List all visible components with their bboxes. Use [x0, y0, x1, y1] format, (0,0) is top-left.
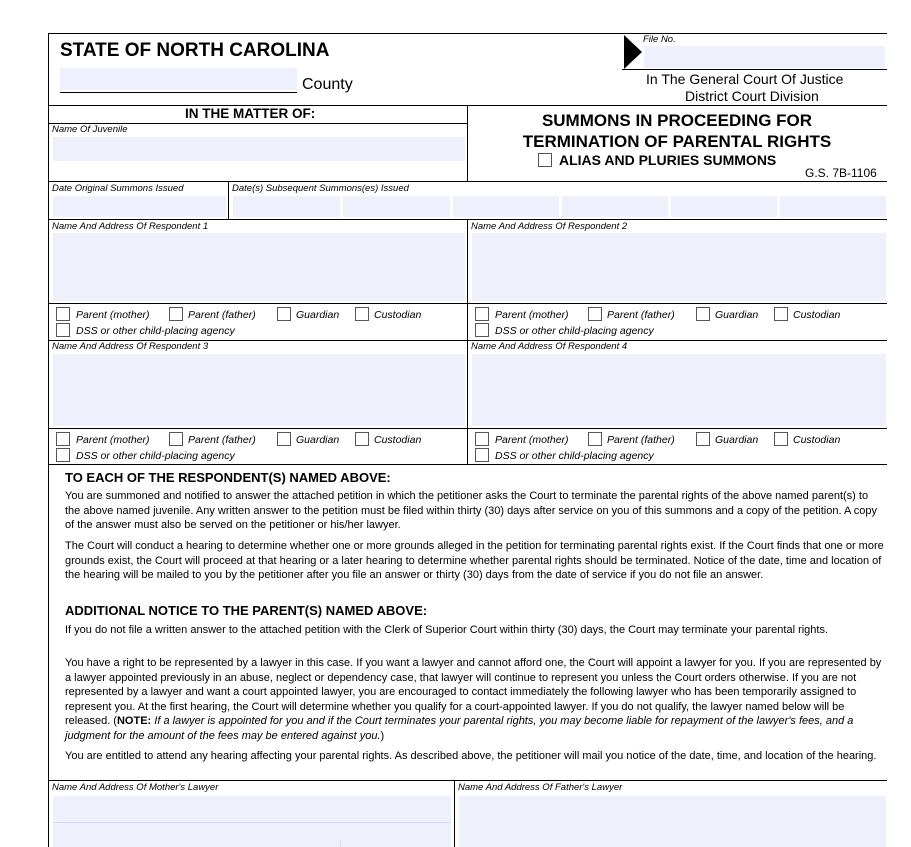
r1-custodian-label: Custodian — [374, 309, 422, 321]
r2-guardian-label: Guardian — [715, 309, 759, 321]
r4-dss-label: DSS or other child-placing agency — [495, 450, 654, 462]
form-title-line1: SUMMONS IN PROCEEDING FOR — [541, 111, 813, 130]
notice-heading: TO EACH OF THE RESPONDENT(S) NAMED ABOVE: — [65, 470, 391, 485]
county-input[interactable] — [60, 68, 297, 90]
r1-dss-checkbox[interactable] — [56, 323, 70, 337]
r2-custodian-checkbox[interactable] — [774, 307, 788, 321]
r2-father-checkbox[interactable] — [588, 307, 602, 321]
subsequent-date-input-6[interactable] — [780, 196, 886, 217]
respondents-bottom-divider — [48, 464, 887, 465]
r4-guardian-label: Guardian — [715, 434, 759, 446]
respondent1-input[interactable] — [53, 233, 465, 301]
top-border — [48, 33, 887, 34]
r2-mother-label: Parent (mother) — [495, 309, 569, 321]
additional-paragraph-2 — [65, 656, 885, 744]
file-no-input[interactable] — [644, 46, 885, 68]
r4-guardian-checkbox[interactable] — [696, 432, 710, 446]
form-title-line2: TERMINATION OF PARENTAL RIGHTS — [522, 132, 832, 151]
r2-guardian-checkbox[interactable] — [696, 307, 710, 321]
subsequent-date-input-1[interactable] — [233, 196, 340, 217]
father-lawyer-input[interactable] — [459, 796, 886, 847]
left-border — [48, 33, 49, 847]
respondent2-label: Name And Address Of Respondent 2 — [471, 221, 628, 232]
original-date-label: Date Original Summons Issued — [52, 183, 184, 194]
father-lawyer-label: Name And Address Of Father's Lawyer — [458, 782, 623, 793]
respondent1-label: Name And Address Of Respondent 1 — [52, 221, 209, 232]
mother-lawyer-col-line — [340, 840, 341, 847]
r3-father-label: Parent (father) — [188, 434, 256, 446]
respondent4-input[interactable] — [472, 354, 886, 426]
r3-dss-label: DSS or other child-placing agency — [76, 450, 235, 462]
r1-guardian-checkbox[interactable] — [277, 307, 291, 321]
r4-custodian-label: Custodian — [793, 434, 841, 446]
subsequent-date-input-5[interactable] — [671, 196, 777, 217]
respondent4-label: Name And Address Of Respondent 4 — [471, 341, 628, 352]
subsequent-date-label: Date(s) Subsequent Summons(es) Issued — [232, 183, 409, 194]
subsequent-date-input-3[interactable] — [453, 196, 559, 217]
r1-mother-label: Parent (mother) — [76, 309, 150, 321]
respondent2-input[interactable] — [472, 233, 886, 301]
additional-paragraph-1: If you do not file a written answer to the attached petition with the Clerk of Superior Court within thirty (30) days, the Court may terminate your parental rights. — [65, 624, 829, 636]
r3-mother-label: Parent (mother) — [76, 434, 150, 446]
respondent3-label: Name And Address Of Respondent 3 — [52, 341, 209, 352]
r4-father-checkbox[interactable] — [588, 432, 602, 446]
mother-lawyer-label: Name And Address Of Mother's Lawyer — [52, 782, 219, 793]
r2-dss-label: DSS or other child-placing agency — [495, 325, 654, 337]
respondent3-input[interactable] — [53, 354, 465, 426]
dates-divider — [228, 181, 229, 219]
additional-p2-italic: If a lawyer is appointed for you and if the Court terminates your parental rights, you may become liable for repayment of the lawyer's fees, and a judgment for the amount of the fees may be entered against you. — [65, 715, 854, 742]
court-line1: In The General Court Of Justice — [646, 71, 844, 87]
r3-guardian-checkbox[interactable] — [277, 432, 291, 446]
state-title: STATE OF NORTH CAROLINA — [60, 40, 330, 61]
r1-guardian-label: Guardian — [296, 309, 340, 321]
notice-paragraph-2: The Court will conduct a hearing to determine whether one or more grounds alleged in the petition for terminating parental rights exist. If the Court finds that one or more grounds exist, the Court will proceed at that hearing or a later hearing to determine whether parental rights should be terminated. Notice of the date, time and location of the hearing will be mailed to you by the petitioner after you file an answer or thirty (30) days from the date of service if you do not file an answer. — [65, 540, 884, 582]
r2-mother-checkbox[interactable] — [475, 307, 489, 321]
file-no-label: File No. — [643, 34, 676, 45]
r3-custodian-checkbox[interactable] — [355, 432, 369, 446]
subsequent-date-input-2[interactable] — [343, 196, 450, 217]
r4-custodian-checkbox[interactable] — [774, 432, 788, 446]
r1-custodian-checkbox[interactable] — [355, 307, 369, 321]
juvenile-name-input[interactable] — [53, 137, 465, 161]
juvenile-label: Name Of Juvenile — [52, 124, 128, 135]
r1-dss-label: DSS or other child-placing agency — [76, 325, 235, 337]
r3-custodian-label: Custodian — [374, 434, 422, 446]
r3-dss-checkbox[interactable] — [56, 448, 70, 462]
r2-dss-checkbox[interactable] — [475, 323, 489, 337]
note-label: NOTE: — [116, 715, 152, 728]
matter-heading: IN THE MATTER OF: — [185, 106, 316, 121]
alias-label: ALIAS AND PLURIES SUMMONS — [559, 152, 777, 168]
r4-dss-checkbox[interactable] — [475, 448, 489, 462]
respondents34-divider — [48, 428, 887, 429]
statute-label: G.S. 7B-1106 — [805, 166, 877, 180]
county-underline — [60, 92, 297, 93]
file-arrow-icon — [624, 35, 642, 69]
court-line2: District Court Division — [685, 88, 819, 104]
r3-mother-checkbox[interactable] — [56, 432, 70, 446]
r2-custodian-label: Custodian — [793, 309, 841, 321]
title-divider — [48, 181, 887, 182]
r1-father-label: Parent (father) — [188, 309, 256, 321]
file-no-underline — [622, 69, 887, 70]
r4-mother-checkbox[interactable] — [475, 432, 489, 446]
additional-p2-main: You have a right to be represented by a lawyer in this case. If you want a lawyer and cannot afford one, the Court will appoint a lawyer for you. If you are represented by a lawyer appointed previously in an abuse, neglect or dependency case, that lawyer will continue to represent you unless the Court orders otherwise. If you are not represented by a lawyer and want a court appointed lawyer, you are encouraged to contact immediately the following lawyer who has been temporarily assigned to represent you. At the first hearing, the Court will determine whether you qualify for a court-appointed lawyer. If you do not qualify, the lawyer named below will be released. ( — [65, 657, 882, 728]
notice-paragraph-1: You are summoned and notified to answer the attached petition in which the petitioner asks the Court to terminate the parental rights of the above named parent(s) to the above named juvenile. Any written answer to the petition must be filed within thirty (30) days after service on you of this summons and a copy of the petition. A copy of the answer must also be served on the petitioner or his/her lawyer. — [65, 490, 877, 532]
r4-father-label: Parent (father) — [607, 434, 675, 446]
respondents12-divider — [48, 303, 887, 304]
additional-heading: ADDITIONAL NOTICE TO THE PARENT(S) NAMED ABOVE: — [65, 603, 428, 618]
r1-father-checkbox[interactable] — [169, 307, 183, 321]
subsequent-date-input-4[interactable] — [562, 196, 668, 217]
r3-guardian-label: Guardian — [296, 434, 340, 446]
alias-checkbox[interactable] — [538, 153, 552, 167]
r4-mother-label: Parent (mother) — [495, 434, 569, 446]
lawyers-top-divider — [48, 780, 887, 781]
additional-p2-end: ) — [380, 729, 385, 742]
mother-lawyer-row-line — [53, 822, 451, 823]
r1-mother-checkbox[interactable] — [56, 307, 70, 321]
lawyers-divider — [454, 780, 455, 847]
additional-paragraph-3: You are entitled to attend any hearing affecting your parental rights. As described above, the petitioner will mail you notice of the date, time, and location of the hearing. — [65, 750, 877, 762]
county-label: County — [302, 76, 353, 93]
r2-father-label: Parent (father) — [607, 309, 675, 321]
original-date-input[interactable] — [53, 196, 226, 217]
r3-father-checkbox[interactable] — [169, 432, 183, 446]
